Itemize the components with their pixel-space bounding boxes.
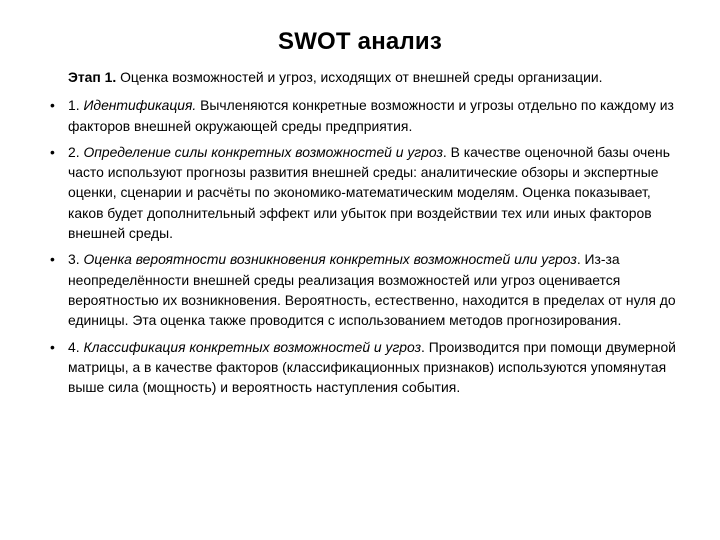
item-text: . В качестве оценочной базы очень часто используют прогнозы развития внешней среды: аналитические обзоры и экспертные оценки, сценарии и расчёты по экономико-математическим моделям. Оценка показывает, каков будет дополнительный эффект или убыток при воздействии тех или иных факторов внешней среды. xyxy=(68,143,670,242)
item-heading: Идентификация. xyxy=(83,97,197,114)
item-number: 4. xyxy=(68,338,84,355)
stage-label: Этап 1. xyxy=(68,69,117,85)
list-item-strength xyxy=(50,142,682,243)
item-heading: Определение силы конкретных возможностей и угроз xyxy=(83,143,443,160)
bullet-icon: • xyxy=(50,143,55,160)
intro-text: Оценка возможностей и угроз, исходящих от внешней среды организации. xyxy=(116,69,603,85)
item-text: . Из-за неопределённости внешней среды реализация возможностей или угроз оценивается вероятностью их возникновения. Вероятность, естественно, находится в пределах от нуля до единицы. Эта оценка также проводится с использованием методов прогнозирования. xyxy=(68,251,676,329)
item-heading: Оценка вероятности возникновения конкретных возможностей или угроз xyxy=(83,251,577,268)
item-number: 1. xyxy=(68,97,84,114)
bullet-icon: • xyxy=(50,251,55,268)
item-heading: Классификация конкретных возможностей и угроз xyxy=(83,338,422,355)
bullet-icon: • xyxy=(50,97,55,114)
list-item-identification xyxy=(50,95,682,136)
item-number: 2. xyxy=(68,143,84,160)
item-text: Вычленяются конкретные возможности и угрозы отдельно по каждому из факторов внешней окружающей среды предприятия. xyxy=(68,97,674,134)
intro-paragraph xyxy=(50,67,682,87)
list-item-probability xyxy=(50,249,682,330)
item-text: . Производится при помощи двумерной матрицы, а в качестве факторов (классификационных признаков) используются упомянутая выше сила (мощность) и вероятность наступления события. xyxy=(68,338,676,396)
item-number: 3. xyxy=(68,251,84,268)
slide-title: SWOT анализ xyxy=(278,28,442,55)
bullet-icon: • xyxy=(50,338,55,355)
slide-body xyxy=(50,67,682,403)
list-item-classification xyxy=(50,337,682,398)
